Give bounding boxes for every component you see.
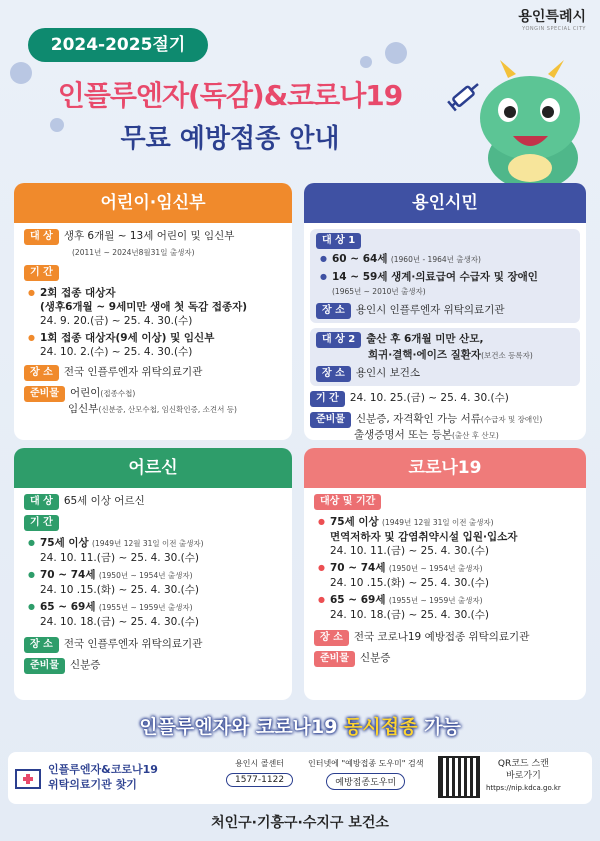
hospital-icon [14,764,42,790]
logo-text: 용인특례시 [518,9,586,25]
covid-age1-desc: 면역저하자 및 감염취약시설 입원·입소자 [330,531,518,543]
place-text: 전국 인플루엔자 위탁의료기관 [63,638,203,650]
concurrent-highlight: 동시접종 [344,716,418,738]
card-children-pregnant [14,183,292,440]
concurrent-text-a: 인플루엔자와 코로나19 [139,716,345,738]
covid-age2-note: (1950년 ~ 1954년 출생자) [388,564,483,573]
health-center-footer: 처인구·기흥구·수지구 보건소 [211,815,389,831]
period-label: 기 간 [24,515,59,531]
covid-age2: 70 ~ 74세 [330,562,386,574]
logo-subtext: YONGIN SPECIAL CITY [522,26,586,32]
title-line2: 무료 예방접종 안내 [120,124,340,154]
age1-note: (1949년 12월 31일 이전 출생자) [92,539,204,548]
place2-label: 장 소 [316,366,351,382]
qr-line2: 바로가기 [505,771,541,781]
target2-label: 대 상 2 [316,332,361,348]
place-label: 장 소 [24,365,59,381]
age2-date: 24. 10 .15.(화) ~ 25. 4. 30.(수) [40,584,200,596]
prep2-note: (신분증, 산모수첩, 임신확인증, 소견서 등) [98,405,237,414]
period2-title: 1회 접종 대상자(9세 이상) 및 임신부 [40,332,215,344]
age1: 75세 이상 [40,537,89,549]
age3-date: 24. 10. 18.(금) ~ 25. 4. 30.(수) [40,616,200,628]
place1-text: 용인시 인플루엔자 위탁의료기관 [355,304,505,316]
covid-age2-date: 24. 10 .15.(화) ~ 25. 4. 30.(수) [330,577,490,589]
virus-decoration [360,56,372,68]
age2: 70 ~ 74세 [40,569,96,581]
card-seniors [14,448,292,700]
target1-a-note: (1960년 - 1964년 출생자) [390,255,481,264]
prep2-note: (출산 후 산모) [451,431,499,440]
covid-age1: 75세 이상 [330,516,379,528]
callcenter-number[interactable]: 1577-1122 [226,773,293,787]
prep-label: 준비물 [24,386,65,402]
callcenter-label: 용인시 콜센터 [235,759,284,768]
age3-note: (1955년 ~ 1959년 출생자) [98,603,193,612]
card-header: 코로나19 [304,448,586,488]
covid-age1-note: (1949년 12월 31일 이전 출생자) [382,518,494,527]
prep-label: 준비물 [314,651,355,667]
qr-code-icon[interactable] [438,756,480,798]
city-logo [518,6,586,32]
target-text: 생후 6개월 ~ 13세 어린이 및 임신부 [63,230,235,242]
prep1-text: 신분증, 자격확인 가능 서류 [355,413,481,425]
place2-text: 용인시 보건소 [355,367,421,379]
qr-url[interactable]: https://nip.kdca.go.kr [486,784,561,792]
place1-label: 장 소 [316,303,351,319]
dragon-mascot-icon [468,58,593,193]
target-period-label: 대상 및 기간 [314,494,381,510]
place-text: 전국 인플루엔자 위탁의료기관 [63,366,203,378]
virus-decoration [385,42,407,64]
find-line2: 위탁의료기관 찾기 [48,778,137,791]
target1-b-note: (1965년 ~ 2010년 출생자) [332,287,426,296]
footer-info [8,752,592,804]
concurrent-text-b: 가능 [417,716,461,738]
period-text: 24. 10. 25.(금) ~ 25. 4. 30.(수) [349,392,509,404]
card-header: 용인시민 [304,183,586,223]
covid-age1-date: 24. 10. 11.(금) ~ 25. 4. 30.(수) [330,545,490,557]
covid-age3: 65 ~ 69세 [330,594,386,606]
qr-line1: QR코드 스캔 [497,759,549,769]
period1-title: 2회 접종 대상자 [40,287,116,299]
age2-note: (1950년 ~ 1954년 출생자) [98,571,193,580]
season-badge: 2024-2025절기 [28,28,208,62]
find-line1: 인플루엔자&코로나19 [48,763,158,776]
search-pill[interactable]: 예방접종도우미 [326,773,405,790]
concurrent-vaccination-banner [100,712,500,739]
title-line1: 인플루엔자(독감)&코로나19 [57,79,403,112]
period1-date: 24. 9. 20.(금) ~ 25. 4. 30.(수) [40,315,193,327]
prep-label: 준비물 [24,658,65,674]
card-covid19 [304,448,586,700]
prep-text: 신분증 [69,659,101,671]
covid-age3-note: (1955년 ~ 1959년 출생자) [388,596,483,605]
place-label: 장 소 [314,630,349,646]
target1-a: 60 ~ 64세 [332,253,388,265]
target-text: 65세 이상 어르신 [63,495,145,507]
age1-date: 24. 10. 11.(금) ~ 25. 4. 30.(수) [40,552,200,564]
target-label: 대 상 [24,494,59,510]
target-note: (2011년 ~ 2024년8월31일 출생자) [72,248,195,257]
card-yongin-citizens [304,183,586,440]
card-header: 어린이·임신부 [14,183,292,223]
target1-label: 대 상 1 [316,233,361,249]
prep-text: 신분증 [359,652,391,664]
prep1-text: 어린이 [69,387,101,399]
place-label: 장 소 [24,637,59,653]
card-header: 어르신 [14,448,292,488]
target-label: 대 상 [24,229,59,245]
target2-a: 출산 후 6개월 미만 산모, [366,333,484,345]
age3: 65 ~ 69세 [40,601,96,613]
period-label: 기 간 [24,265,59,281]
search-label: 인터넷에 "예방접종 도우미" 검색 [308,759,424,768]
prep2-text: 임신부 [68,403,99,415]
prep-label: 준비물 [310,412,351,428]
place-text: 전국 코로나19 예방접종 위탁의료기관 [353,631,530,643]
covid-age3-date: 24. 10. 18.(금) ~ 25. 4. 30.(수) [330,609,490,621]
period-label: 기 간 [310,391,345,407]
prep1-note: (수급자 및 장애인) [480,415,543,424]
period2-date: 24. 10. 2.(수) ~ 25. 4. 30.(수) [40,346,193,358]
prep1-note: (접종수첩) [100,389,136,398]
target1-b: 14 ~ 59세 생계·의료급여 수급자 및 장애인 [332,271,538,283]
target2-b: 희귀·결핵·에이즈 질환자 [368,349,482,361]
target2-b-note: (보건소 등록자) [481,351,533,360]
prep2-text: 출생증명서 또는 등본 [354,429,452,440]
period1-desc: (생후6개월 ~ 9세미만 생애 첫 독감 접종자) [40,301,248,313]
